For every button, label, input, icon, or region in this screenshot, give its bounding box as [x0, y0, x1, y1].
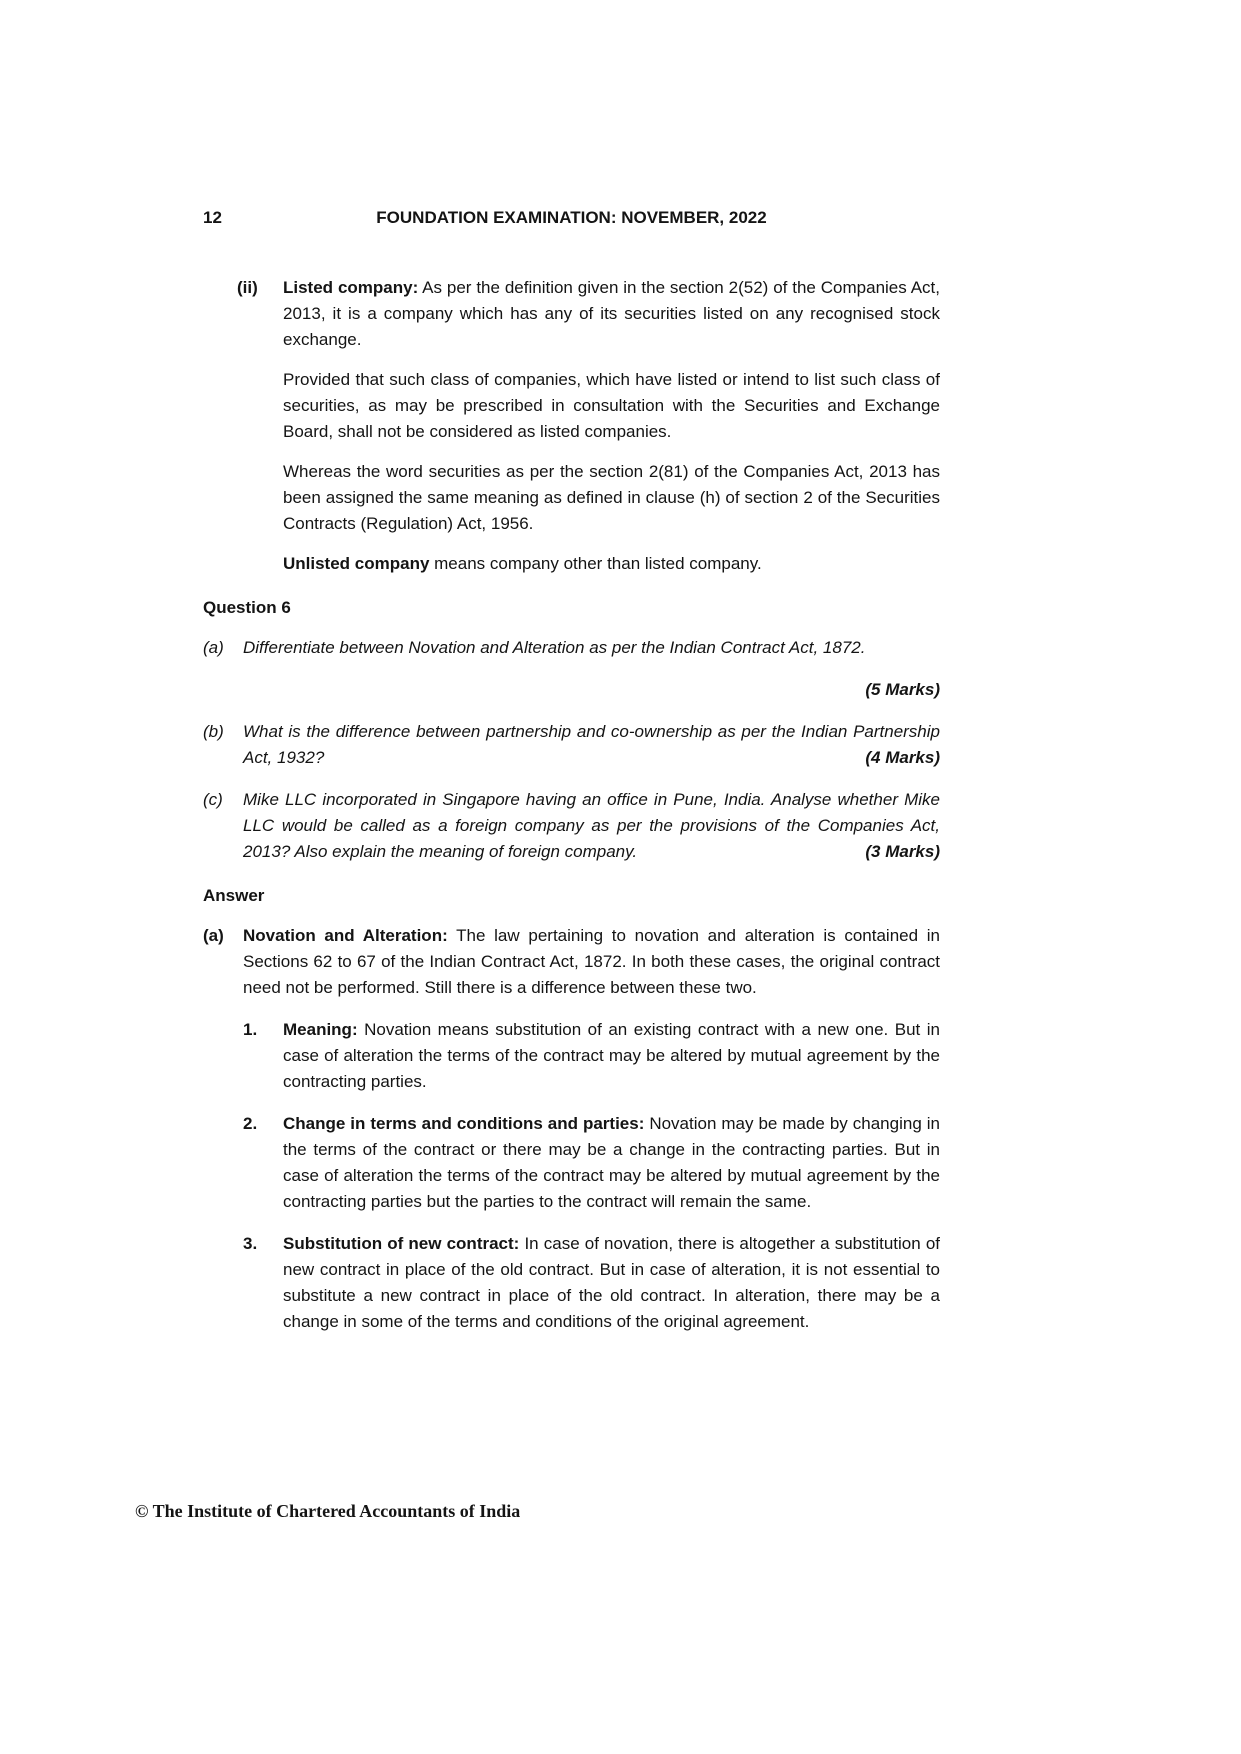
unlisted-company-text: means company other than listed company.: [429, 554, 762, 573]
answer-point-3-text: In case of novation, there is altogether a substitution of new contract in place of the old contract. But in case of alteration, it is not essential to substitute a new contract in place of the old contract. In alteration, there may be a change in some of the terms and conditions of the original agreement.: [283, 1234, 940, 1331]
answer-a-text: The law pertaining to novation and alteration is contained in Sections 62 to 67 of the Indian Contract Act, 1872. In both these cases, the original contract need not be performed. Still there is a difference between these two.: [243, 926, 940, 997]
definition-section: [203, 275, 940, 577]
document-title: FOUNDATION EXAMINATION: NOVEMBER, 2022: [376, 208, 767, 227]
question-6a-text: Differentiate between Novation and Alteration as per the Indian Contract Act, 1872.: [243, 638, 866, 657]
answer-point-2-row: [203, 1111, 940, 1215]
question-6a-label: (a): [203, 638, 224, 657]
item-ii-row: [203, 275, 940, 577]
question-6a-marks: (5 Marks): [865, 680, 940, 699]
answer-point-3-body: [283, 1231, 940, 1335]
answer-point-2-number: 2.: [243, 1114, 258, 1133]
answer-point-3-number: 3.: [243, 1234, 258, 1253]
answer-point-3-row: [203, 1231, 940, 1335]
paragraph-unlisted-company: [283, 551, 940, 577]
answer-a-row: [203, 923, 940, 1001]
answer-heading: Answer: [203, 886, 265, 905]
question-6c-row: [203, 787, 940, 865]
answer-point-1-term: Meaning:: [283, 1020, 358, 1039]
answer-point-2-text: Novation may be made by changing in the terms of the contract or there may be a change in the contracting parties. But in case of alteration the terms of the contract may be altered by mutual agreement by the contracting parties but the parties to the contract will remain the same.: [283, 1114, 940, 1211]
answer-point-2-body: [283, 1111, 940, 1215]
answer-point-1-row: [203, 1017, 940, 1095]
answer-point-1-body: [283, 1017, 940, 1095]
paragraph-proviso: Provided that such class of companies, which have listed or intend to list such class of securities, as may be prescribed in consultation with the Securities and Exchange Board, shall not be considered as listed companies.: [283, 370, 940, 441]
item-ii-body: [283, 275, 940, 577]
answer-a-term: Novation and Alteration:: [243, 926, 448, 945]
copyright-footer: © The Institute of Chartered Accountants of India: [135, 1501, 521, 1521]
answer-point-1-text: Novation means substitution of an existing contract with a new one. But in case of alteration the terms of the contract may be altered by mutual agreement by the contracting parties.: [283, 1020, 940, 1091]
question-6b-marks: (4 Marks): [859, 745, 940, 771]
answer-a-body: [243, 923, 940, 1001]
question-6b-row: [203, 719, 940, 771]
question-6b-body: [243, 719, 940, 771]
listed-company-text: As per the definition given in the section 2(52) of the Companies Act, 2013, it is a company which has any of its securities listed on any recognised stock exchange.: [283, 278, 940, 349]
question-6-heading: Question 6: [203, 598, 291, 617]
question-6b-text: What is the difference between partnership and co-ownership as per the Indian Partnership Act, 1932?: [243, 722, 940, 767]
question-6c-marks: (3 Marks): [859, 839, 940, 865]
answer-point-3-term: Substitution of new contract:: [283, 1234, 520, 1253]
unlisted-company-term: Unlisted company: [283, 554, 430, 573]
question-6c-body: [243, 787, 940, 865]
page-number: 12: [203, 208, 222, 227]
answer-a-label: (a): [203, 926, 224, 945]
paragraph-listed-company: [283, 275, 940, 353]
page-header: [203, 205, 940, 231]
listed-company-term: Listed company:: [283, 278, 419, 297]
paragraph-securities-meaning: Whereas the word securities as per the section 2(81) of the Companies Act, 2013 has been assigned the same meaning as defined in clause (h) of section 2 of the Securities Contracts (Regulation) Act, 1956.: [283, 462, 940, 533]
question-6a-row: [203, 635, 940, 661]
question-6b-label: (b): [203, 722, 224, 741]
answer-point-1-number: 1.: [243, 1020, 258, 1039]
question-6c-label: (c): [203, 790, 223, 809]
question-6c-text: Mike LLC incorporated in Singapore having an office in Pune, India. Analyse whether Mike LLC would be called as a foreign company as per the provisions of the Companies Act, 2013? Also explain the meaning of foreign company.: [243, 790, 940, 861]
answer-point-2-term: Change in terms and conditions and parties:: [283, 1114, 645, 1133]
item-ii-label: (ii): [237, 278, 258, 297]
